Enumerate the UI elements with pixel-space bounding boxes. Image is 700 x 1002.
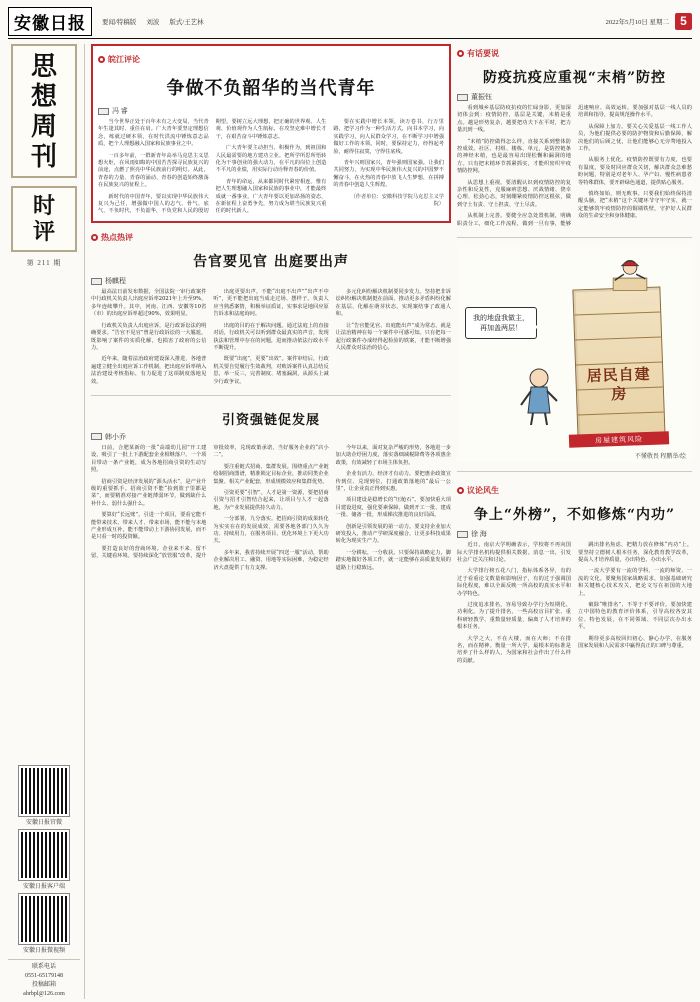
hot-para-1: 行政机关负责人出庭应诉，是行政诉讼法的明确要求。“告官不见官”曾是行政诉讼的一大尴尬，既影响了案件的实质化解，也损害了政府的公信力。	[91, 322, 207, 351]
bullet-icon	[98, 56, 105, 63]
divider	[457, 471, 692, 472]
bottom-right-author: 徐 海	[471, 530, 487, 539]
hot-para-0: 最高法日前发布数据，全国法院一审行政案件中行政机关负责人出庭应诉率2021年上升至9%，多年连续攀升。其中，河南、江西、安徽等10省（市）的出庭应诉率超过90%，效果明显。	[91, 289, 207, 318]
rt-para-5: 从服务上优化。疫情防控既要有力度，也要有温度。要及时回应群众关切，解决群众急难愁盼问题，特别是对老年人、孕产妇、慢性病患者等特殊群体，要开辟绿色通道，提供贴心服务。	[578, 157, 692, 186]
br-para-6: 破除“唯排名”，不等于不要评价。要加快建立中国特色的教育评价体系，引导高校各安其位、特色发展，在不同领域、不同层次办出水平。	[578, 601, 692, 631]
qr-code-group	[19, 766, 69, 959]
hot-para-5: 既要“出庭”，更要“出效”。案件审结后，行政机关要自觉履行生效裁判，对败诉案件认真总结反思，举一反三，完善制度、堵塞漏洞，从源头上减少行政争议。	[213, 356, 329, 385]
hot-para-7: 让“告官能见官、出庭能出声”成为常态，就是让法治精神在每一个案件中可感可知。只有把每一起行政案件办成经得起检验的铁案，才能不断增强人民群众对法治的信心。	[335, 322, 451, 351]
phone-label: 联系电话	[31, 964, 56, 970]
cartoon-banner: 房屋建筑风险	[569, 431, 669, 447]
bottom-left-author: 韩小乔	[105, 432, 126, 441]
lead-para-0: 当今世界正处于百年未有之大变局，当代青年生逢其时、重任在肩。广大青年要坚定理想信念，练就过硬本领，在时代洪流中锤炼意志品质，把个人理想融入国家和民族事业之中。	[98, 119, 209, 148]
bl-para-2: 要算好“长远账”。引进一个项目，要看它能不能带来技术、带来人才、带来市场，能不能与本地产业形成互补，能不能带动上下游协同发展，而不是只看一时的投资额。	[91, 512, 207, 541]
byline-rule	[457, 531, 468, 538]
bm-para-3: 项目建设是稳增长的“压舱石”。要加快重大项目建设进度，强化要素保障，做到开工一批、建成一批、储备一批，形成梯次推进的良好局面。	[335, 497, 451, 519]
hot-article	[91, 228, 451, 386]
supplement-title	[11, 44, 77, 178]
bottom-left-body	[91, 445, 451, 572]
right-top-article	[457, 44, 692, 228]
cartoon-bystander-figure	[519, 367, 559, 427]
br-para-3: 大学之大，不在大楼，而在大师；不在排名，而在精神。衡量一所大学，最根本的标准是培养了什么样的人，为国家和社会作出了什么样的贡献。	[457, 635, 571, 664]
bl-para-0: 日前，合肥某新的一批“高端幼儿园”开工建设，吸引了一批上下游配套企业相继落户。一个项目带动一条产业链，成为各地招商引资的生动写照。	[91, 444, 207, 474]
rt-para-6: 慎终如始，则无败事。只要我们始终保持清醒头脑，把“末梢”这个关键环节守牢守实，就一定能够筑牢疫情防控的铜墙铁壁，守护好人民群众的生命安全和身体健康。	[578, 191, 692, 220]
section-label-bottom-right-text: 议论风生	[467, 486, 499, 496]
supplement-title-char-0: 思	[30, 52, 57, 82]
hot-para-6: 多元化纠纷解决机制要同步发力。坚持把非诉讼纠纷解决机制挺在前面，推动更多矛盾纠纷化解在基层、化解在萌芽状态，实现案结事了政通人和。	[335, 289, 451, 318]
section-label-bottom-right	[457, 485, 499, 496]
bl-para-1: 招商引资是经济发展的“源头活水”，是产业升级的重要抓手。招商引资不能“捡到篮子里都是菜”，而要精准对接产业链薄弱环节，做到缺什么补什么、弱什么强什么。	[91, 478, 207, 507]
right-top-byline	[457, 92, 692, 102]
supplement-title-char-3: 刊	[30, 142, 57, 172]
lead-author: 冯 睿	[112, 107, 128, 115]
hot-para-3: 出庭更要出声。不能“出庭不出声”“出声不中听”，更不能把出庭当成走过场、摆样子。负责人应当熟悉案情，积极举证质证，实事求是地回应原告诉求和法庭询问。	[213, 289, 329, 318]
lead-para-1: 一百多年前，一群新青年高举马克思主义思想火炬，在风雨如晦的中国苦苦探寻民族复兴的前途，点燃了照亮中华民族前行的明灯。从此，青春的力量、青春的涌动、青春的创造始终激荡在民族复兴的征程上。	[98, 152, 209, 189]
lead-para-4: 青年的命运，从来都同时代紧密相连。惟有把人生理想融入国家和民族的事业中，才能最终成就一番事业。广大青年要以更加昂扬的姿态，在新征程上奋勇争先，努力成为堪当民族复兴重任的时代新人。	[215, 178, 327, 215]
bm-para-2: 企业有活力，经济才有动力。要把惠企政策宣传到位、兑现到位，打通政策落地的“最后一公里”，让企业真正得到实惠。	[335, 471, 451, 492]
bm-para-1: 今年以来，面对复杂严峻的形势，各地进一步加大助企纾困力度，落实落细减税降费等各项惠企政策，有效减轻了市场主体负担。	[335, 444, 451, 466]
section-label-lead	[98, 54, 140, 65]
phone-value: 0551-65179148	[25, 973, 63, 979]
issue-label: 第 211 期	[26, 259, 62, 267]
masthead	[8, 6, 692, 39]
newspaper-logo: 安徽日报	[8, 7, 92, 36]
bl-para-6: 一分部署，九分落实。把招商引资的成果转化为实实在在的发展成效，需要各地各部门久久为功、持续用力，在服务项目、优化环境上下更大功夫。	[213, 516, 329, 545]
hot-headline: 告官要见官 出庭要出声	[193, 254, 349, 271]
qr-code-icon[interactable]	[19, 830, 69, 880]
lead-affiliation: （作者单位：安徽科技学院马克思主义学院）	[350, 193, 444, 208]
hot-body	[91, 289, 451, 386]
bl-para-4: 要注重链式招商、集群发展。围绕重点产业链绘制招商图谱，精准锁定目标企业，推动同类企业集聚、相关产业配套，形成规模效应和集群优势。	[213, 463, 329, 485]
rt-para-0: 看到城乡基层防疫抗疫的忙碌身影，更加深切体会到：疫情防控，基层是关键，末梢是重点。越是形势复杂，越要把功夫下在平时，把力量沉到一线。	[457, 105, 571, 134]
bottom-left-headline: 引资强链促发展	[221, 412, 320, 428]
qr-caption-1: 安徽日报客户端	[22, 884, 65, 890]
bottom-right-body	[457, 542, 692, 665]
masthead-links	[102, 17, 204, 26]
lead-body	[98, 119, 444, 216]
cartoon-credit: 不懂敬畏 程鹏举/绘	[634, 454, 686, 461]
br-para-4: 跳出排名焦虑，把精力放在修炼“内功”上。要坚持立德树人根本任务，深化教育教学改革，提高人才培养质量，办出特色、办出水平。	[578, 542, 692, 563]
byline-rule	[91, 278, 102, 285]
br-para-5: 一流大学要有一流的学科、一流的师资、一流的文化。要聚焦国家战略需求，加强基础研究和关键核心技术攻关，把论文写在祖国的大地上。	[578, 568, 692, 597]
right-top-headline: 防疫抗疫应重视“末梢”防控	[482, 70, 667, 86]
masthead-right	[606, 13, 692, 30]
bottom-right-byline	[457, 529, 692, 539]
bm-para-0: 多年来，我省持续开展“四送一服”活动，帮助企业解决用工、融资、用地等实际困难，为稳定经济大盘提供了有力支撑。	[213, 549, 329, 571]
bottom-left-byline	[91, 432, 451, 442]
br-para-7: 期待更多高校回归初心、静心办学，在服务国家发展和人民需求中赢得真正的口碑与尊重。	[578, 635, 692, 649]
editorial-cartoon	[457, 247, 692, 462]
bullet-icon	[457, 50, 464, 57]
br-para-1: 大学排行榜五花八门，指标体系各异，有的过于看重论文数量和影响因子，有的过于强调国际化程度，难以全面反映一所高校的真实水平和办学特色。	[457, 568, 571, 597]
bullet-icon	[457, 487, 464, 494]
lead-article	[91, 44, 451, 223]
section-label-hot	[91, 232, 133, 243]
lead-byline	[98, 106, 444, 116]
building-floor	[575, 338, 662, 366]
qr-caption-0: 安徽日报官微	[25, 820, 62, 826]
byline-rule	[98, 108, 109, 115]
section-label-lead-text: 皖江评论	[108, 55, 140, 64]
bl-para-5: 引资更要“引智”。人才是第一资源，要把招商引资与招才引智结合起来，让项目与人才一起落地，为产业发展提供持久动力。	[213, 489, 329, 511]
br-para-0: 近日，南京大学明确表示，学校将不再向国际大学排名机构提供相关数据。消息一出，引发社会广泛关注和讨论。	[457, 542, 571, 563]
supplement-title-char-1: 想	[30, 82, 57, 112]
bm-para-5: 一分耕耘，一分收获。只要保持战略定力，脚踏实地做好各项工作，就一定能够在高质量发展的道路上行稳致远。	[335, 549, 451, 571]
lead-para-6: 青年兴则国家兴，青年强则国家强。让我们共同努力，为实现中华民族伟大复兴的中国梦不懈奋斗，在火热的青春中放飞人生梦想，在拼搏的青春中创造人生辉煌。	[333, 160, 444, 189]
qr-code-icon[interactable]	[19, 894, 69, 944]
masthead-link-1: 刘波	[146, 18, 160, 26]
section-label-right-top	[457, 48, 499, 59]
bottom-right-headline: 争上“外榜”，不如修炼“内功”	[473, 507, 676, 524]
lead-headline: 争做不负韶华的当代青年	[166, 78, 376, 99]
bullet-icon	[91, 234, 98, 241]
byline-rule	[457, 94, 468, 101]
cartoon-worker-figure	[607, 255, 653, 295]
qr-caption-2: 安徽日报微视频	[22, 948, 65, 954]
email-label: 投稿邮箱	[31, 982, 56, 988]
right-top-body	[457, 105, 692, 228]
rt-para-1: “末梢”防控做得怎么样，直接关系到整体防控成效。社区、村组、楼栋、单元，是防控链条的神经末梢，也是最容易出现松懈和漏洞的地方。只有把末梢环节抓紧抓实，才能织密织牢疫情防控网。	[457, 138, 571, 175]
rt-para-2: 从思想上重视。要清醒认识到疫情防控的复杂性和反复性，克服麻痹思想、厌战情绪、侥幸心理、松劲心态，时刻绷紧疫情防控这根弦，做到守土有责、守土担责、守土尽责。	[457, 179, 571, 208]
issue-date: 2022年5月10日 星期二	[605, 18, 669, 26]
contact-block	[8, 959, 80, 999]
supplement-subtitle-char-1: 评	[32, 219, 55, 244]
masthead-link-0: 要闻/特稿版	[102, 18, 137, 26]
divider	[457, 237, 692, 238]
supplement-subtitle-char-0: 时	[32, 193, 55, 218]
lead-para-3: 广大青年要主动担当、积极作为，到祖国和人民最需要的地方建功立业。把所学所思所悟转化为干事创业的强大动力，在平凡的岗位上创造不平凡的业绩，用实际行动诠释青春的价值。	[215, 145, 327, 174]
rt-para-4: 从保障上加力。要关心关爱基层一线工作人员，为他们提供必要的防护物资和后勤保障，解决他们的后顾之忧，让他们能够心无旁骛地投入工作。	[578, 123, 692, 153]
bl-para-3: 要打造良好的营商环境。企业来不来、留不留，关键看环境。要持续深化“放管服”改革，提升审批效率，兑现政策承诺，当好服务企业的“店小二”。	[91, 444, 329, 560]
supplement-subtitle	[11, 186, 77, 252]
divider	[91, 395, 451, 396]
hot-para-2: 近年来，随着法治政府建设深入推进，各地普遍建立健全出庭应诉工作机制，把出庭应诉率纳入法治建设考核指标，有力促进了这项制度落地见效。	[91, 356, 207, 385]
supplement-title-char-2: 周	[30, 112, 57, 142]
hot-author: 杨麒程	[105, 277, 126, 286]
br-para-2: 过度追求排名，容易导致办学行为短期化、功利化。为了提升排名，一些高校盲目扩张、重科研轻教学、重数量轻质量，偏离了人才培养的根本任务。	[457, 601, 571, 631]
lead-para-2: 新时代的中国青年，要以实现中华民族伟大复兴为己任，增强做中国人的志气、骨气、底气，不负时代，不负韶华，不负党和人民的殷切期望。要树立远大理想，把正确的世界观、人生观、价值观作为人生航标，在攻坚克难中增长才干，在艰苦奋斗中锤炼意志。	[98, 119, 327, 215]
bottom-left-article	[91, 405, 451, 572]
bm-para-4: 创新是引领发展的第一动力。要支持企业加大研发投入，推动产学研深度融合，让更多科技成果转化为现实生产力。	[335, 523, 451, 545]
building-floor	[574, 313, 661, 341]
lead-para-5: 要在实践中增长本领。读万卷书，行万里路，把学习作为一种生活方式，向书本学习，向实践学习，向人民群众学习，在不断学习中增强做好工作的本领。同时，要保持定力，经得起考验，耐得住寂寞，守得住底线。	[333, 119, 444, 155]
byline-rule	[91, 433, 102, 440]
hot-para-4: 出庭的目的在于解决问题。通过法庭上的直接对话，行政机关可以听到群众最真实的声音，发现执法和管理中存在的问题，进而推动依法行政水平不断提升。	[213, 322, 329, 351]
section-label-hot-text: 热点热评	[101, 233, 133, 243]
bottom-right-article	[457, 481, 692, 665]
cartoon-speech-bubble: 我的地盘我做主，再加盖两层！	[465, 307, 537, 339]
qr-code-icon[interactable]	[19, 766, 69, 816]
section-label-right-top-text: 有话要说	[467, 49, 499, 58]
cartoon-building-label: 居民自建房	[586, 364, 651, 404]
left-rail	[8, 44, 85, 999]
hot-byline	[91, 276, 451, 286]
rt-para-3: 从机制上完善。要健全应急处置机制，明确职责分工，细化工作流程，做到一旦有事，能够迅速响应、高效运转。要加强对基层一线人员的培训和指导，提高规范操作水平。	[457, 105, 692, 227]
email-value[interactable]: ahrbpl@126.com	[23, 991, 65, 997]
page-number: 5	[675, 13, 692, 30]
masthead-link-2: 版式/王艺林	[169, 18, 204, 26]
right-top-author: 董振钰	[471, 93, 492, 101]
